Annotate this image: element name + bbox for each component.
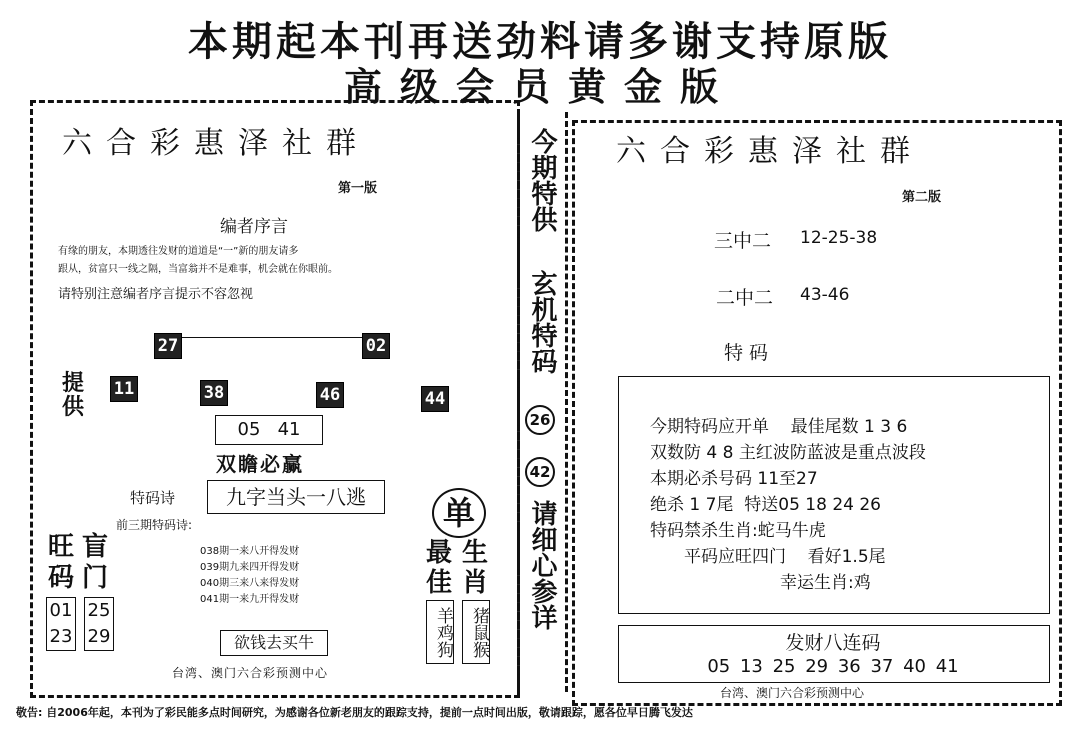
prev-line-3: 040期三来八来得发财 (200, 578, 300, 589)
provide-label: 提供 (61, 371, 84, 420)
middle-top-text: 今期特供 (527, 128, 557, 232)
middle-divider-right (565, 112, 568, 692)
dan-badge: 单 (432, 488, 486, 538)
prev-line-4: 041期一来九开得发财 (200, 594, 300, 605)
pair-box: 05 41 (215, 415, 323, 445)
right-center: 台湾、澳门六合彩预测中心 (720, 686, 865, 700)
right-title: 六合彩惠泽社群 (616, 134, 924, 169)
poem-label: 特码诗 (130, 489, 176, 507)
wang-label: 旺码 (47, 532, 74, 593)
analysis-line-6: 平码应旺四门 看好1.5尾 (684, 547, 886, 567)
s22-value: 43-46 (800, 285, 850, 305)
mang-label: 盲门 (81, 532, 108, 593)
middle-divider-left (517, 112, 520, 692)
footer-notice: 敬告: 自2006年起，本刊为了彩民能多点时间研究，为感谢各位新老朋友的跟踪支持，提前一点时间出版，敬请跟踪，愿各位早日腾飞发达 (16, 706, 693, 719)
ball-mid-2: 38 (200, 380, 228, 406)
analysis-line-1: 今期特码应开单 最佳尾数 1 3 6 (650, 417, 908, 437)
shengxiao-label: 生肖 (461, 538, 488, 598)
s32-value: 12-25-38 (800, 228, 878, 248)
ball-top-1: 27 (154, 333, 182, 359)
right-edition: 第二版 (902, 190, 942, 205)
tm-label: 特 码 (724, 342, 769, 364)
prev-line-1: 038期一来八开得发财 (200, 546, 300, 557)
middle-xuanji: 玄机特码 (527, 270, 557, 374)
zuijia-label: 最佳 (425, 538, 452, 598)
mang-num-2: 29 (87, 626, 111, 647)
analysis-line-7: 幸运生肖:鸡 (780, 573, 871, 593)
s32-label: 三中二 (714, 230, 772, 252)
ball-mid-4: 44 (421, 386, 449, 412)
analysis-line-5: 特码禁杀生肖:蛇马牛虎 (650, 521, 826, 541)
analysis-line-2: 双数防 4 8 主红波防蓝波是重点波段 (650, 443, 926, 463)
s22-label: 二中二 (716, 287, 774, 309)
preface-line-1: 有缘的朋友，本期透往发财的道道是“一”新的朋友请多 (58, 246, 299, 257)
poem-box: 九字当头一八逃 (207, 480, 385, 514)
ball-mid-1: 11 (110, 376, 138, 402)
zodiac-b-box: 猪鼠猴 (462, 600, 490, 664)
money-box: 欲钱去买牛 (220, 630, 328, 656)
analysis-line-3: 本期必杀号码 11至27 (650, 469, 818, 489)
left-edition: 第一版 (338, 181, 378, 196)
prev-label: 前三期特码诗: (116, 518, 193, 532)
ball-top-2: 02 (362, 333, 390, 359)
header-line-2: 高级会员黄金版 (343, 64, 736, 109)
mang-nums-box (84, 597, 114, 651)
zodiac-a-box: 羊鸡狗 (426, 600, 454, 664)
ball-connector-line (180, 337, 362, 338)
lianma-title: 发财八连码 (785, 632, 881, 654)
prev-line-2: 039期九来四开得发财 (200, 562, 300, 573)
middle-bottom-text: 请细心参详 (527, 500, 557, 630)
middle-circle-1: 26 (525, 405, 555, 435)
mang-num-1: 25 (87, 600, 111, 621)
left-title: 六合彩惠泽社群 (62, 126, 370, 161)
double-win: 双瞻必赢 (216, 452, 304, 476)
left-center: 台湾、澳门六合彩预测中心 (172, 666, 329, 680)
preface-notice: 请特别注意编者序言提示不容忽视 (58, 287, 254, 302)
middle-circle-2: 42 (525, 457, 555, 487)
lianma-numbers: 05 13 25 29 36 37 40 41 (707, 656, 959, 677)
wang-num-1: 01 (49, 600, 73, 621)
wang-nums-box (46, 597, 76, 651)
analysis-line-4: 绝杀 1 7尾 特送05 18 24 26 (650, 495, 881, 515)
wang-num-2: 23 (49, 626, 73, 647)
header-line-1: 本期起本刊再送劲料请多谢支持原版 (188, 18, 892, 65)
preface-line-2: 跟从，贫富只一线之隔，当富翁并不是难事，机会就在你眼前。 (58, 264, 338, 275)
ball-mid-3: 46 (316, 382, 344, 408)
preface-title: 编者序言 (220, 217, 288, 237)
